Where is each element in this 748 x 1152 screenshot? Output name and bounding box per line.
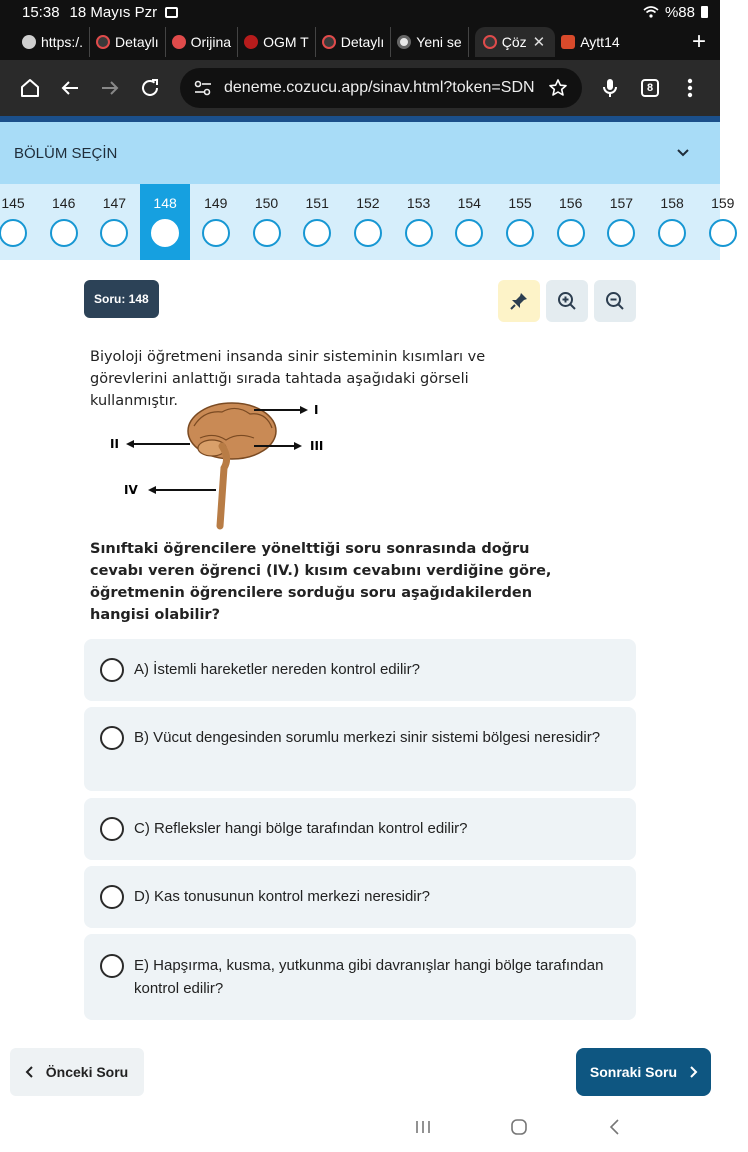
question-number-149[interactable] xyxy=(191,184,241,260)
voice-search-button[interactable] xyxy=(590,68,630,108)
question-status-circle-icon[interactable] xyxy=(405,219,433,247)
gallery-notification-icon xyxy=(165,7,178,18)
microphone-icon xyxy=(601,77,619,99)
radio-icon[interactable] xyxy=(100,885,124,909)
answer-option-d[interactable] xyxy=(84,866,636,928)
question-number-label: 159 xyxy=(711,195,735,211)
answer-option-text: B) Vücut dengesinden sorumlu merkezi sinir sistemi bölgesi neresidir? xyxy=(134,729,601,746)
status-time: 15:38 xyxy=(22,3,60,21)
app-favicon-icon xyxy=(561,35,575,49)
question-number-label: 153 xyxy=(406,195,431,211)
section-select[interactable] xyxy=(0,122,720,184)
question-status-circle-icon[interactable] xyxy=(253,219,281,247)
question-number-label: 156 xyxy=(559,195,583,211)
previous-question-label: Önceki Soru xyxy=(45,1064,129,1080)
previous-question-button[interactable] xyxy=(10,1048,144,1096)
answer-option-text: D) Kas tonusunun kontrol merkezi neresidir? xyxy=(134,888,430,905)
question-number-label: 149 xyxy=(204,195,228,211)
pin-button[interactable] xyxy=(498,280,540,322)
browser-tab[interactable]: https:/. xyxy=(22,27,90,57)
browser-tab[interactable]: Detaylı xyxy=(96,27,166,57)
question-status-circle-icon[interactable] xyxy=(557,219,585,247)
close-tab-icon[interactable]: ✕ xyxy=(532,34,546,51)
question-number-label: 151 xyxy=(305,195,329,211)
question-number-155[interactable] xyxy=(495,184,545,260)
site-settings-icon[interactable] xyxy=(194,80,212,96)
forward-button[interactable] xyxy=(90,68,130,108)
home-circle-icon xyxy=(510,1118,528,1136)
pin-icon xyxy=(509,291,529,311)
next-question-button[interactable] xyxy=(576,1048,711,1096)
bookmark-star-icon[interactable] xyxy=(548,78,568,98)
star-favicon-icon xyxy=(172,35,186,49)
back-chevron-icon xyxy=(606,1118,624,1136)
question-number-label: 155 xyxy=(508,195,532,211)
question-status-circle-icon[interactable] xyxy=(607,219,635,247)
answer-option-text: C) Refleksler hangi bölge tarafından kontrol edilir? xyxy=(134,820,468,837)
reload-button[interactable] xyxy=(130,68,170,108)
question-status-circle-icon[interactable] xyxy=(354,219,382,247)
question-status-circle-icon[interactable] xyxy=(0,219,27,247)
question-status-circle-icon[interactable] xyxy=(303,219,331,247)
question-number-152[interactable] xyxy=(343,184,393,260)
question-number-158[interactable] xyxy=(647,184,697,260)
browser-menu-button[interactable] xyxy=(670,68,710,108)
home-button[interactable] xyxy=(10,68,50,108)
radio-icon[interactable] xyxy=(100,726,124,750)
question-status-circle-icon[interactable] xyxy=(658,219,686,247)
new-tab-button[interactable]: + xyxy=(691,28,706,55)
radio-icon[interactable] xyxy=(100,658,124,682)
question-number-label: 158 xyxy=(660,195,684,211)
status-date: 18 Mayıs Pzr xyxy=(69,3,158,21)
site-favicon-icon xyxy=(483,35,497,49)
answer-option-text: E) Hapşırma, kusma, yutkunma gibi davranışlar hangi bölge tarafından kontrol edilir? xyxy=(134,957,604,997)
wifi-icon xyxy=(643,6,659,18)
home-icon xyxy=(19,77,41,99)
question-status-circle-icon[interactable] xyxy=(151,219,179,247)
figure-label-4: IV xyxy=(124,483,138,497)
browser-tab[interactable]: OGM T xyxy=(244,27,316,57)
question-number-strip xyxy=(0,184,735,260)
question-number-label: 148 xyxy=(153,195,177,211)
answer-option-c[interactable] xyxy=(84,798,636,860)
ogm-favicon-icon xyxy=(244,35,258,49)
answer-option-b[interactable] xyxy=(84,707,636,791)
browser-tab-active[interactable]: Çöz ✕ xyxy=(475,27,555,57)
question-number-label: 152 xyxy=(356,195,380,211)
question-status-circle-icon[interactable] xyxy=(506,219,534,247)
figure-label-2: II xyxy=(110,437,119,451)
chrome-favicon-icon xyxy=(397,35,411,49)
browser-tab[interactable]: Aytt14 xyxy=(561,27,625,57)
question-number-157[interactable] xyxy=(596,184,646,260)
question-number-150[interactable] xyxy=(242,184,292,260)
question-number-154[interactable] xyxy=(444,184,494,260)
browser-tab-strip xyxy=(0,24,720,60)
back-nav-button[interactable] xyxy=(606,1118,624,1141)
question-number-146[interactable] xyxy=(39,184,89,260)
question-number-148[interactable] xyxy=(140,184,190,260)
arrow-right-icon xyxy=(99,77,121,99)
question-number-156[interactable] xyxy=(546,184,596,260)
question-number-145[interactable] xyxy=(0,184,38,260)
recent-apps-icon xyxy=(414,1118,432,1136)
battery-icon xyxy=(701,6,708,18)
home-nav-button[interactable] xyxy=(510,1118,528,1141)
zoom-out-button[interactable] xyxy=(594,280,636,322)
browser-toolbar xyxy=(0,60,720,116)
arrow-left-icon xyxy=(59,77,81,99)
zoom-in-button[interactable] xyxy=(546,280,588,322)
question-number-151[interactable] xyxy=(292,184,342,260)
question-stem: Sınıftaki öğrencilere yönelttiği soru sonrasında doğru cevabı veren öğrenci (IV.) kısım cevabını verdiğine göre, öğretmenin öğrencilere sorduğu soru aşağıdakilerden hangisi olabilir? xyxy=(90,541,552,623)
nervous-system-figure xyxy=(104,398,334,528)
question-status-circle-icon[interactable] xyxy=(202,219,230,247)
radio-icon[interactable] xyxy=(100,954,124,978)
chevron-right-icon xyxy=(689,1066,697,1078)
battery-percent: %88 xyxy=(664,3,695,21)
question-number-147[interactable] xyxy=(89,184,139,260)
question-number-label: 147 xyxy=(102,195,127,211)
globe-icon xyxy=(22,35,36,49)
radio-icon[interactable] xyxy=(100,817,124,841)
tab-count: 8 xyxy=(641,79,659,97)
system-navigation-bar xyxy=(0,1104,720,1152)
address-bar[interactable] xyxy=(180,68,582,108)
tab-switcher-button[interactable] xyxy=(630,68,670,108)
chevron-down-icon xyxy=(676,148,690,158)
browser-tab[interactable]: Detaylı xyxy=(322,27,392,57)
question-status-circle-icon[interactable] xyxy=(50,219,78,247)
question-number-label: 154 xyxy=(457,195,481,211)
figure-label-1: I xyxy=(314,403,319,417)
question-number-label: 157 xyxy=(609,195,634,211)
answer-option-text: A) İstemli hareketler nereden kontrol edilir? xyxy=(134,661,420,678)
back-button[interactable] xyxy=(50,68,90,108)
question-number-label: 150 xyxy=(254,195,279,211)
zoom-out-icon xyxy=(604,290,626,312)
figure-label-3: III xyxy=(310,439,324,453)
reload-icon xyxy=(139,77,161,99)
question-number-153[interactable] xyxy=(394,184,444,260)
browser-tab[interactable]: Yeni se xyxy=(397,27,468,57)
next-question-label: Sonraki Soru xyxy=(589,1064,678,1080)
question-status-circle-icon[interactable] xyxy=(100,219,128,247)
answer-option-e[interactable] xyxy=(84,934,636,1020)
more-vertical-icon xyxy=(687,78,693,98)
question-badge: Soru: 148 xyxy=(84,280,159,318)
browser-tab[interactable]: Orijina xyxy=(172,27,238,57)
status-bar xyxy=(0,0,720,24)
chevron-left-icon xyxy=(26,1066,34,1078)
question-intro: Biyoloji öğretmeni insanda sinir sisteminin kısımları ve görevlerini anlattığı sırada tahtada aşağıdaki görseli kullanmıştır. xyxy=(90,349,486,409)
question-number-label: 146 xyxy=(52,195,76,211)
question-status-circle-icon[interactable] xyxy=(709,219,737,247)
brain-drawing xyxy=(188,403,276,526)
recent-apps-button[interactable] xyxy=(414,1118,432,1141)
site-favicon-icon xyxy=(322,35,336,49)
question-number-label: 145 xyxy=(1,195,25,211)
answer-option-a[interactable] xyxy=(84,639,636,701)
section-select-label: BÖLÜM SEÇİN xyxy=(14,144,118,162)
site-favicon-icon xyxy=(96,35,110,49)
url-text[interactable]: deneme.cozucu.app/sinav.html?token=SDN xyxy=(224,79,535,96)
question-number-159[interactable] xyxy=(698,184,748,260)
zoom-in-icon xyxy=(556,290,578,312)
question-status-circle-icon[interactable] xyxy=(455,219,483,247)
